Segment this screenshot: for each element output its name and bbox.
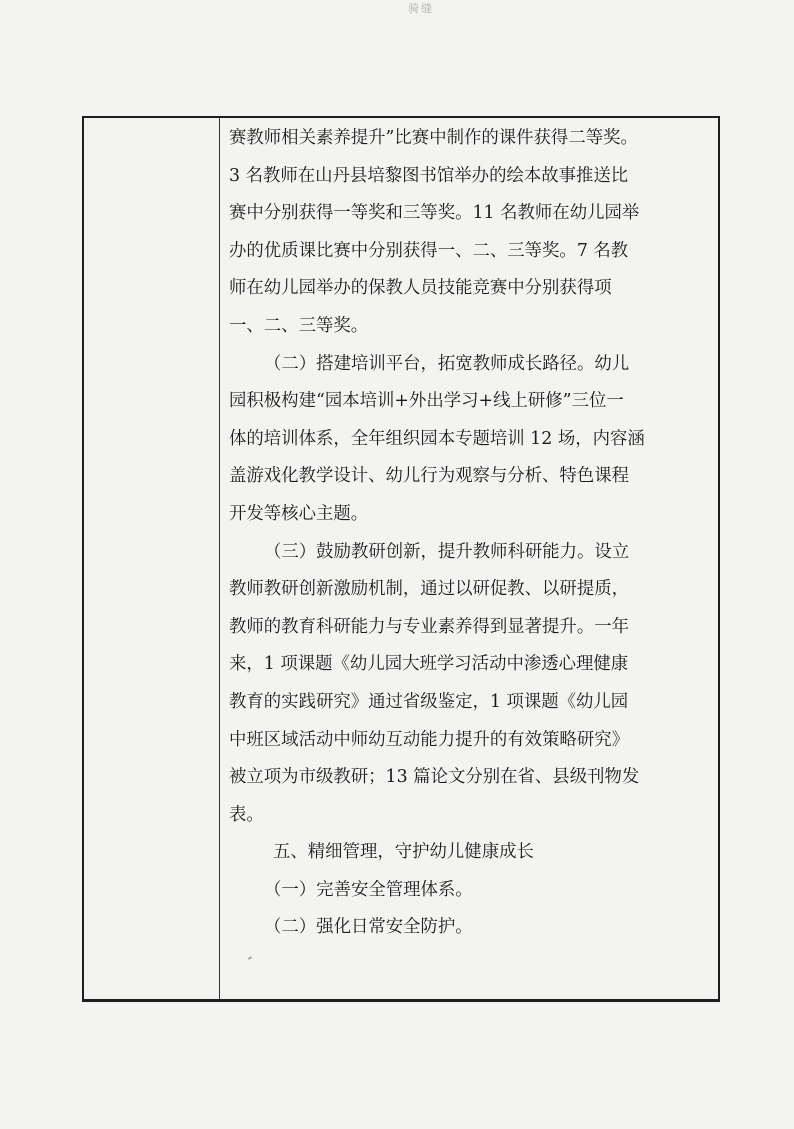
paragraph-line: 中班区域活动中师幼互动能力提升的有效策略研究》 bbox=[229, 729, 629, 750]
paragraph-line: 一、二、三等奖。 bbox=[229, 315, 369, 336]
subsection-heading-daily-safety: （二）强化日常安全防护。 bbox=[264, 917, 473, 938]
paragraph-line: 开发等核心主题。 bbox=[229, 503, 369, 524]
subsection-heading-safety-system: （一）完善安全管理体系。 bbox=[264, 879, 473, 900]
section-heading-management: 五、精细管理，守护幼儿健康成长 bbox=[273, 842, 534, 863]
paragraph-line: 3 名教师在山丹县培黎图书馆举办的绘本故事推送比 bbox=[229, 165, 629, 186]
body-text bbox=[229, 120, 715, 947]
label-column-cell bbox=[84, 118, 220, 999]
paragraph-line: 办的优质课比赛中分别获得一、二、三等奖。7 名教 bbox=[229, 240, 629, 261]
paragraph-line: 教育的实践研究》通过省级鉴定，1 项课题《幼儿园 bbox=[229, 691, 629, 712]
paragraph-line: 教师教研创新激励机制，通过以研促教、以研提质， bbox=[229, 579, 629, 600]
paragraph-line: 师在幼儿园举办的保教人员技能竞赛中分别获得项 bbox=[229, 278, 612, 299]
paragraph-line: 盖游戏化教学设计、幼儿行为观察与分析、特色课程 bbox=[229, 466, 629, 487]
header-mark: 骑缝 bbox=[408, 2, 434, 15]
section-heading-training: （二）搭建培训平台，拓宽教师成长路径。幼儿 bbox=[264, 353, 630, 374]
paragraph-line: 体的培训体系，全年组织园本专题培训 12 场，内容涵 bbox=[229, 428, 645, 449]
paragraph-line: 赛教师相关素养提升”比赛中制作的课件获得二等奖。 bbox=[229, 128, 638, 148]
paragraph-line: 园积极构建“园本培训+外出学习+线上研修”三位一 bbox=[229, 391, 624, 412]
report-table bbox=[82, 116, 720, 1002]
section-heading-research: （三）鼓励教研创新，提升教师科研能力。设立 bbox=[264, 541, 630, 562]
paragraph-line: 表。 bbox=[229, 804, 264, 825]
paragraph-line: 被立项为市级教研；13 篇论文分别在省、县级刊物发 bbox=[229, 767, 640, 788]
paragraph-line: 赛中分别获得一等奖和三等奖。11 名教师在幼儿园举 bbox=[229, 203, 640, 224]
paragraph-line: 来，1 项课题《幼儿园大班学习活动中渗透心理健康 bbox=[229, 654, 629, 675]
content-column-cell bbox=[221, 118, 718, 999]
paragraph-line: 教师的教育科研能力与专业素养得到显著提升。一年 bbox=[229, 616, 629, 637]
